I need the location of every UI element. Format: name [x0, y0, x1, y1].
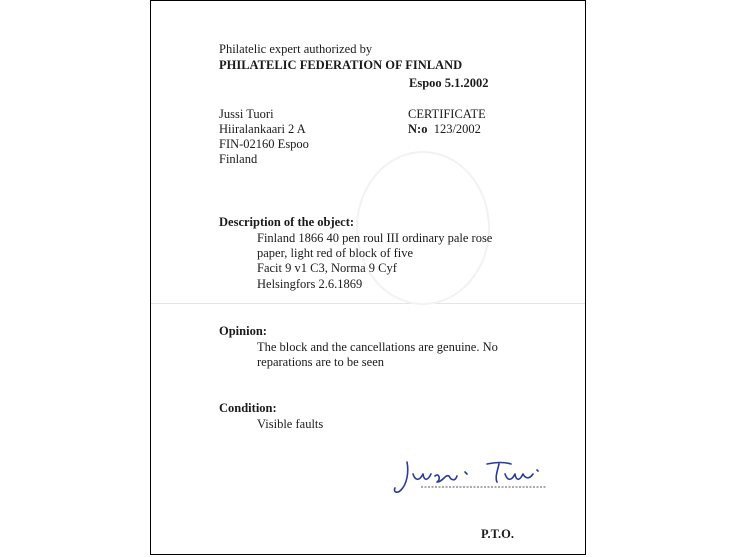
description-line: Facit 9 v1 C3, Norma 9 Cyf	[257, 261, 397, 275]
condition-line: Visible faults	[257, 417, 324, 431]
expert-country: Finland	[219, 152, 258, 166]
certificate-number-row	[408, 122, 481, 137]
certificate-page	[150, 0, 586, 555]
opinion-line: The block and the cancellations are genuine. No	[257, 340, 498, 354]
certificate-number-label: N:o	[408, 122, 428, 136]
place-date: Espoo 5.1.2002	[409, 76, 489, 90]
handwritten-signature	[387, 456, 547, 498]
expert-name: Jussi Tuori	[219, 107, 274, 121]
description-line: Helsingfors 2.6.1869	[257, 277, 363, 291]
certificate-title: CERTIFICATE	[408, 107, 486, 121]
description-line: paper, light red of block of five	[257, 246, 414, 260]
expert-street: Hiiralankaari 2 A	[219, 122, 306, 136]
watermark-emblem	[356, 151, 490, 305]
header-line-1: Philatelic expert authorized by	[219, 42, 373, 56]
description-line: Finland 1866 40 pen roul III ordinary pale rose	[257, 231, 493, 245]
pto-note: P.T.O.	[481, 527, 514, 541]
opinion-line: reparations are to be seen	[257, 355, 385, 369]
expert-postal: FIN-02160 Espoo	[219, 137, 309, 151]
certificate-number: 123/2002	[433, 122, 481, 136]
fold-line	[151, 303, 585, 304]
federation-name: PHILATELIC FEDERATION OF FINLAND	[219, 58, 463, 72]
opinion-heading: Opinion:	[219, 324, 267, 338]
description-heading: Description of the object:	[219, 215, 355, 229]
condition-heading: Condition:	[219, 401, 277, 415]
